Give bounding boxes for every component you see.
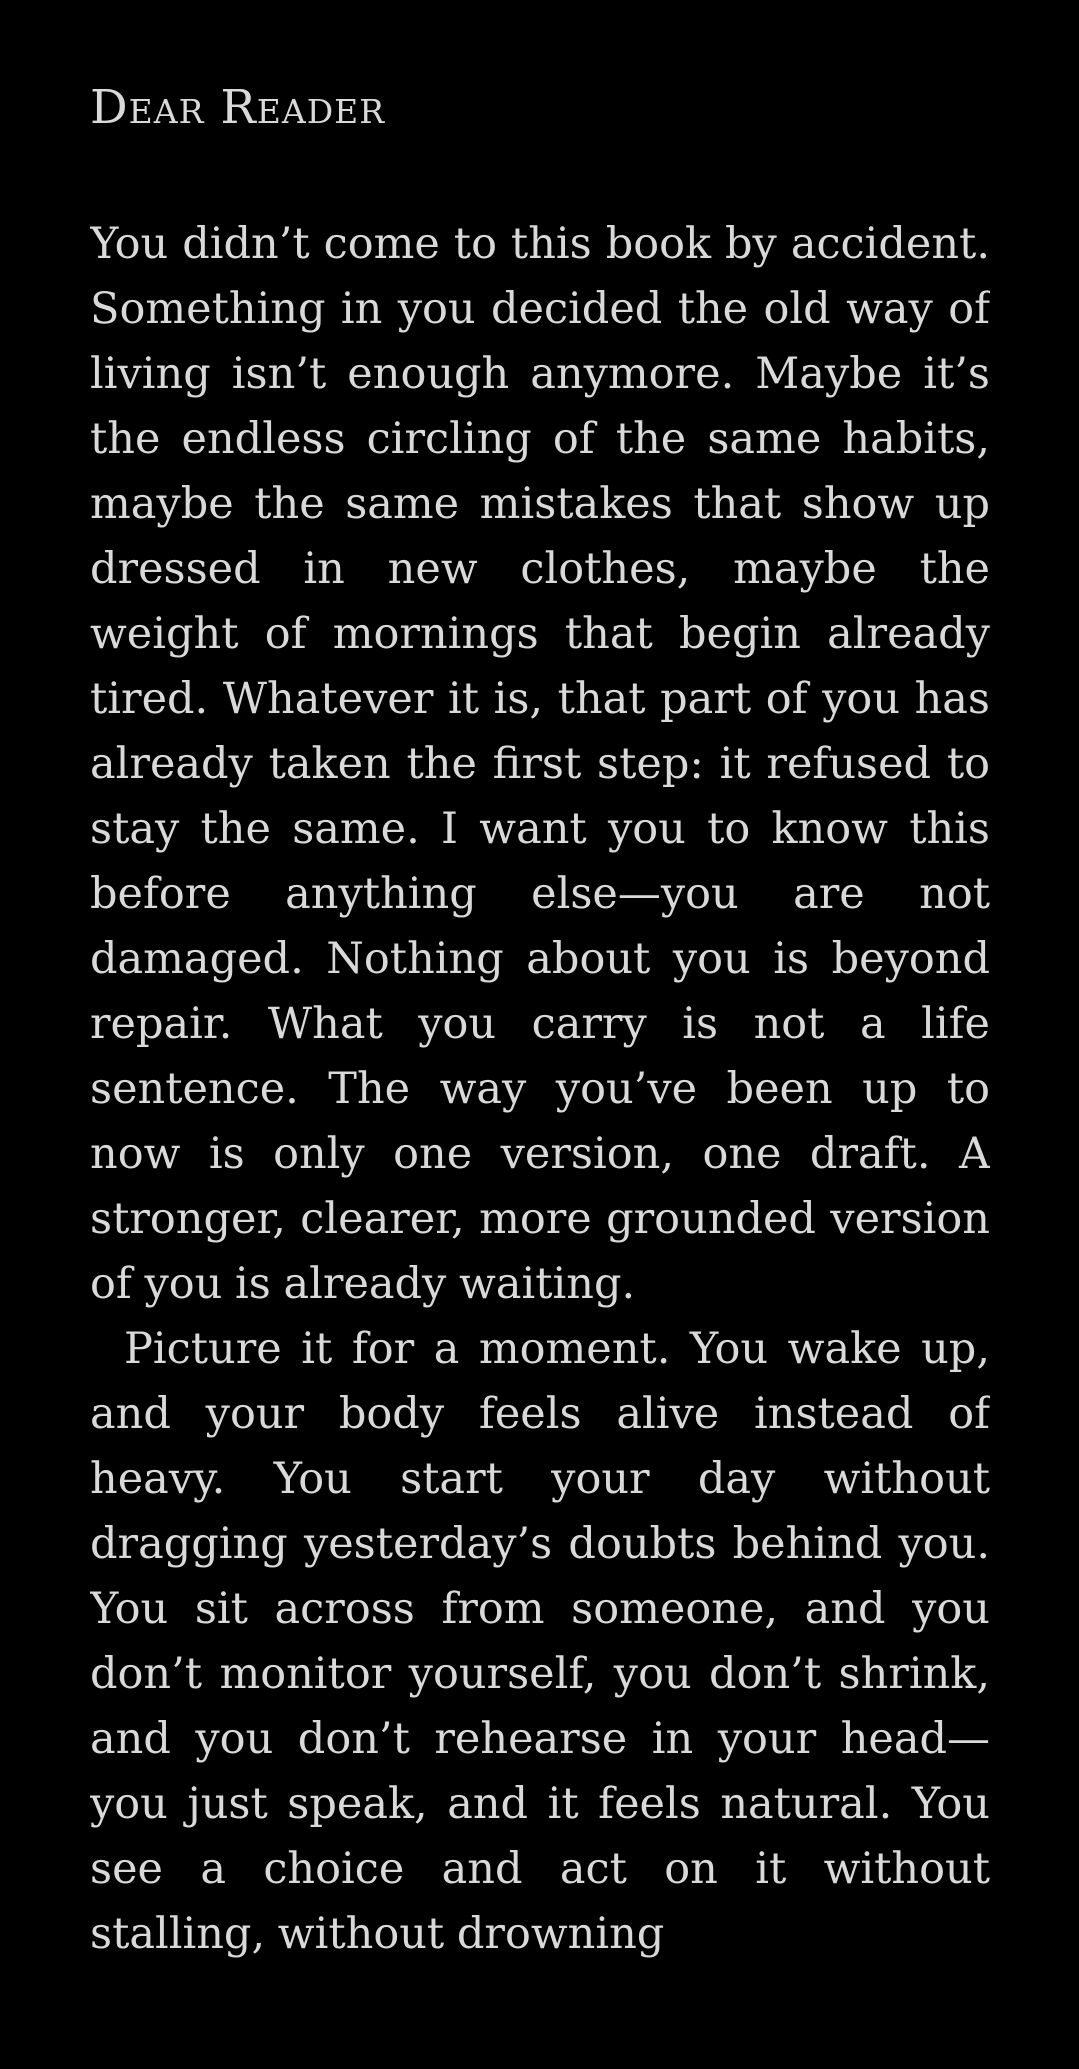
chapter-body	[90, 212, 990, 1967]
paragraph-1: You didn’t come to this book by accident. Something in you decided the old way of living isn’t enough anymore. Maybe it’s the endless circling of the same habits, maybe the same mistakes that show up dressed in new clothes, maybe the weight of mornings that begin already tired. Whatever it is, that part of you has already taken the first step: it refused to stay the same. I want you to know this before anything else—you are not damaged. Nothing about you is beyond repair. What you carry is not a life sentence. The way you’ve been up to now is only one version, one draft. A stronger, clearer, more grounded version of you is already waiting.	[90, 219, 990, 1309]
chapter-title: Dear Reader	[90, 80, 386, 135]
paragraph-2: Picture it for a moment. You wake up, and your body feels alive instead of heavy. You start your day without dragging yesterday’s doubts behind you. You sit across from someone, and you don’t monitor yourself, you don’t shrink, and you don’t rehearse in your head—you just speak, and it feels natural. You see a choice and act on it without stalling, without drowning	[90, 1324, 990, 1959]
reader-page[interactable]	[90, 0, 990, 2069]
